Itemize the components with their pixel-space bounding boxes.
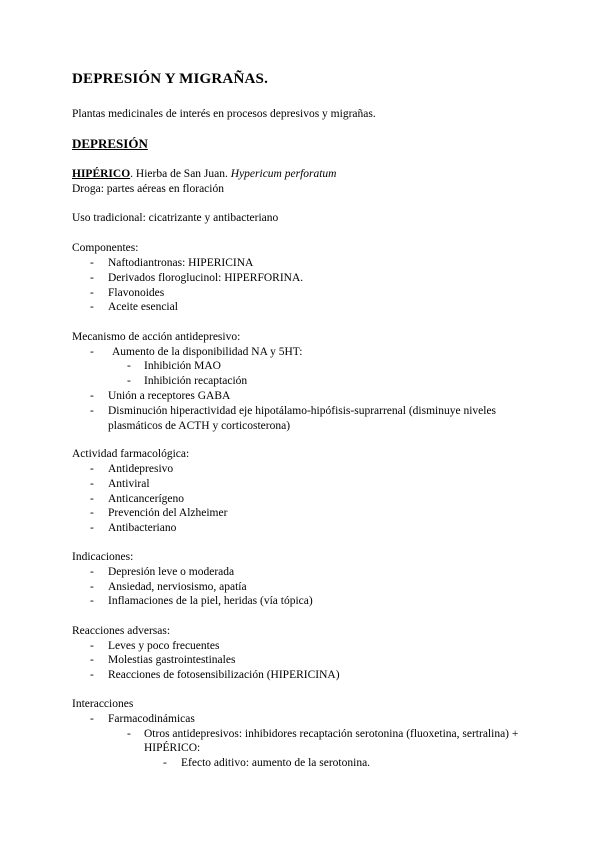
dash-bullet: - bbox=[127, 375, 131, 387]
interactions-subsubitem: Efecto aditivo: aumento de la serotonina. bbox=[181, 757, 371, 769]
plant-drug: Droga: partes aéreas en floración bbox=[72, 183, 224, 195]
dash-bullet: - bbox=[90, 640, 94, 652]
dash-bullet: - bbox=[90, 346, 94, 358]
mechanism-subitem: Inhibición MAO bbox=[144, 360, 221, 372]
dash-bullet: - bbox=[90, 566, 94, 578]
mechanism-heading: Mecanismo de acción antidepresivo: bbox=[72, 331, 241, 343]
dash-bullet: - bbox=[90, 405, 94, 417]
adverse-item: Leves y poco frecuentes bbox=[108, 640, 220, 652]
dash-bullet: - bbox=[90, 654, 94, 666]
dash-bullet: - bbox=[90, 522, 94, 534]
components-item: Naftodiantronas: HIPERICINA bbox=[108, 257, 254, 269]
dash-bullet: - bbox=[127, 360, 131, 372]
dash-bullet: - bbox=[90, 507, 94, 519]
plant-heading bbox=[72, 167, 336, 181]
components-heading: Componentes: bbox=[72, 242, 139, 254]
intro-text: Plantas medicinales de interés en procesos depresivos y migrañas. bbox=[72, 108, 376, 120]
traditional-use: Uso tradicional: cicatrizante y antibacteriano bbox=[72, 212, 279, 224]
indications-item: Depresión leve o moderada bbox=[108, 566, 235, 578]
components-item: Aceite esencial bbox=[108, 301, 178, 313]
indications-item: Inflamaciones de la piel, heridas (vía tópica) bbox=[108, 595, 313, 607]
interactions-subitem: Otros antidepresivos: inhibidores recaptación serotonina (fluoxetina, sertralina) + bbox=[144, 728, 519, 740]
interactions-heading: Interacciones bbox=[72, 698, 134, 710]
dash-bullet: - bbox=[163, 757, 167, 769]
dash-bullet: - bbox=[127, 728, 131, 740]
activity-item: Antiviral bbox=[108, 478, 150, 490]
components-item: Derivados floroglucinol: HIPERFORINA. bbox=[108, 272, 304, 284]
mechanism-subitem: Inhibición recaptación bbox=[144, 375, 248, 387]
activity-item: Antidepresivo bbox=[108, 463, 174, 475]
activity-item: Antibacteriano bbox=[108, 522, 177, 534]
document-title: DEPRESIÓN Y MIGRAÑAS. bbox=[72, 71, 269, 87]
activity-item: Anticancerígeno bbox=[108, 493, 184, 505]
dash-bullet: - bbox=[90, 463, 94, 475]
dash-bullet: - bbox=[90, 713, 94, 725]
dash-bullet: - bbox=[90, 669, 94, 681]
plant-latin-name: Hypericum perforatum bbox=[230, 168, 337, 180]
dash-bullet: - bbox=[90, 257, 94, 269]
adverse-heading: Reacciones adversas: bbox=[72, 625, 171, 637]
interactions-subitem-continued: HIPÉRICO: bbox=[144, 742, 201, 754]
dash-bullet: - bbox=[90, 478, 94, 490]
activity-item: Prevención del Alzheimer bbox=[108, 507, 228, 519]
dash-bullet: - bbox=[90, 390, 94, 402]
mechanism-item: Unión a receptores GABA bbox=[108, 390, 231, 402]
section-heading-depresion: DEPRESIÓN bbox=[72, 136, 148, 151]
mechanism-item: Disminución hiperactividad eje hipotálamo-hipófisis-suprarrenal (disminuye niveles bbox=[108, 405, 497, 417]
dash-bullet: - bbox=[90, 581, 94, 593]
dash-bullet: - bbox=[90, 595, 94, 607]
dash-bullet: - bbox=[90, 493, 94, 505]
activity-heading: Actividad farmacológica: bbox=[72, 448, 190, 460]
indications-heading: Indicaciones: bbox=[72, 551, 134, 563]
plant-name: HIPÉRICO bbox=[72, 168, 131, 180]
dash-bullet: - bbox=[90, 301, 94, 313]
interactions-item: Farmacodinámicas bbox=[108, 713, 195, 725]
dash-bullet: - bbox=[90, 272, 94, 284]
mechanism-item-continued: plasmáticos de ACTH y corticosterona) bbox=[108, 420, 291, 432]
adverse-item: Molestias gastrointestinales bbox=[108, 654, 236, 666]
mechanism-item: Aumento de la disponibilidad NA y 5HT: bbox=[112, 346, 303, 358]
plant-common-name: . Hierba de San Juan. bbox=[130, 168, 231, 180]
dash-bullet: - bbox=[90, 287, 94, 299]
adverse-item: Reacciones de fotosensibilización (HIPERICINA) bbox=[108, 669, 340, 681]
indications-item: Ansiedad, nerviosismo, apatía bbox=[108, 581, 247, 593]
components-item: Flavonoides bbox=[108, 287, 165, 299]
